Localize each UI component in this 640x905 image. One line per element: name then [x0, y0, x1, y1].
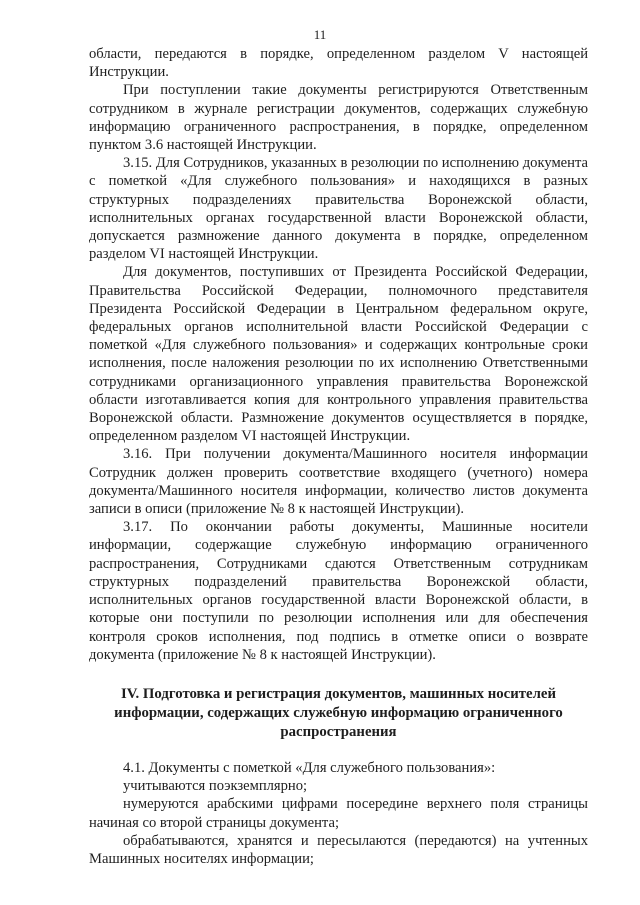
section-heading: IV. Подготовка и регистрация документов, машинных носителей информации, содержащих служебную информацию ограниченного распространения — [114, 685, 563, 740]
rules-list — [89, 759, 588, 868]
list-item: 4.1. Документы с пометкой «Для служебного пользования»: — [123, 759, 496, 776]
paragraph: 3.15. Для Сотрудников, указанных в резолюции по исполнению документа с пометкой «Для служебного пользования» и находящихся в разных структурных подразделениях правительства Воронежской области, исполнительных органах государственной власти Воронежской области, допускается размножение данного документа в порядке, определенном разделом VI настоящей Инструкции. — [89, 155, 588, 263]
list-item: обрабатываются, хранятся и пересылаются (передаются) на учтенных Машинных носителях информации; — [89, 832, 588, 867]
paragraph: Для документов, поступивших от Президента Российской Федерации, Правительства Российской Федерации, полномочного представителя Президента Российской Федерации в Центральном федеральном округе, федеральных органов исполнительной власти Российской Федерации с пометкой «Для служебного пользования» и содержащих контрольные сроки исполнения, после наложения резолюции по их исполнению Ответственными сотрудниками организационного управления правительства Воронежской области изготавливается копия для контрольного управления правительства Воронежской области. Размножение документов осуществляется в порядке, определенном разделом VI настоящей Инструкции. — [89, 264, 588, 445]
list-item: нумеруются арабскими цифрами посередине верхнего поля страницы начиная со второй страницы документа; — [89, 796, 588, 831]
list-item: учитываются поэкземплярно; — [123, 778, 308, 795]
paragraph: 3.16. При получении документа/Машинного носителя информации Сотрудник должен проверить соответствие входящего (учетного) номера документа/Машинного носителя информации, количество листов документа записи в описи (приложение № 8 к настоящей Инструкции). — [89, 446, 588, 518]
document-body — [89, 45, 588, 868]
page-number: 11 — [313, 27, 327, 42]
paragraph: 3.17. По окончании работы документы, Машинные носители информации, содержащие служебную информацию ограниченного распространения, Сотрудниками сдаются Ответственным сотрудникам структурных подразделений правительства Воронежской области, исполнительных органов государственной власти Воронежской области, в которые они поступили по резолюции исполнения или для обеспечения контроля сроков исполнения, под подпись в отметке описи о возврате документа (приложение № 8 к настоящей Инструкции). — [89, 519, 588, 663]
paragraph: области, передаются в порядке, определенном разделом V настоящей Инструкции. — [89, 46, 588, 81]
paragraph: При поступлении такие документы регистрируются Ответственным сотрудником в журнале регистрации документов, содержащих служебную информацию ограниченного распространения, в порядке, определенном пунктом 3.6 настоящей Инструкции. — [89, 82, 588, 154]
